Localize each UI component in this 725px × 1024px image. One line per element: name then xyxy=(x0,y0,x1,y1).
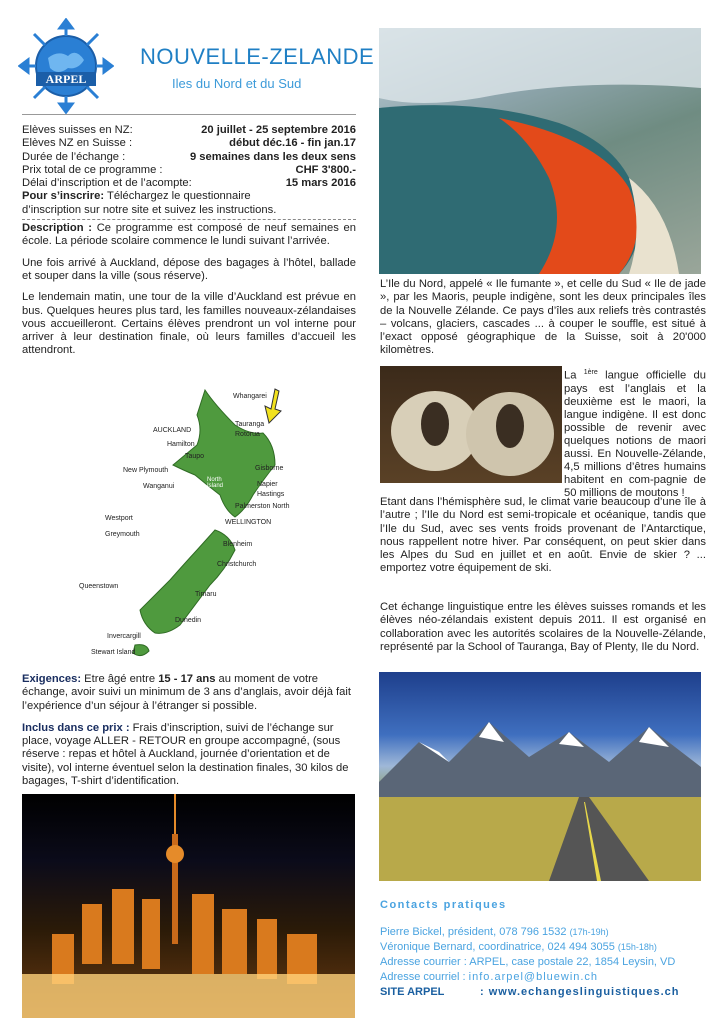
description-label: Description : xyxy=(22,222,92,235)
inscription-label: Pour s’inscrire: xyxy=(22,190,105,203)
caption-text: La xyxy=(564,369,584,382)
contact-text: Véronique Bernard, coordinatrice, 024 494 3055 xyxy=(380,941,618,953)
paragraph-climate: Etant dans l’hémisphère sud, le climat varie beaucoup d’une île à l’autre ; l’Ile du Nord est semi-tropicale et océanique, tandis que l’Ile du Sud, avec ses vents froids provenant de l’Antarctique, nous rappellent notre hiver. Par conséquent, on peut skier dans les Alpes du Sud en juillet et en août. Envie de skier ? ... emportez votre équipement de ski. xyxy=(380,496,706,575)
requirements-text-2: au moment de votre échange, avoir suivi un minimum de 3 ans d’anglais, avoir déjà fait l’expérience d’un séjour à l’étranger si possible. xyxy=(22,673,351,712)
website-link[interactable]: : www.echangeslinguistiques.ch xyxy=(480,986,680,998)
map-label: Invercargill xyxy=(107,633,141,640)
map-label: Palmerston North xyxy=(235,503,290,510)
email-link[interactable]: info.arpel@bluewin.ch xyxy=(468,971,599,983)
map-label: Taupo xyxy=(185,453,205,460)
contact-hours: (17h-19h) xyxy=(569,927,609,937)
included xyxy=(22,722,356,788)
map-label: Whangarei xyxy=(233,393,267,400)
paragraph-tour: Le lendemain matin, une tour de la ville d’Auckland est prévue en bus. Quelques heures plus tard, les familles nouveaux-zélandaises vous accueilleront. Certains élèves prendront un vol interne pour arriver à leur destination finale, où leurs familles d’accueil les attendront. xyxy=(22,291,356,357)
contacts-section xyxy=(380,898,710,1000)
inscription-text: Téléchargez le questionnaire xyxy=(104,190,251,203)
champagne-pool-photo xyxy=(379,28,701,274)
map-label: Stewart Island xyxy=(91,649,136,656)
contact-hours: (15h-18h) xyxy=(617,942,657,952)
page-subtitle: Iles du Nord et du Sud xyxy=(172,76,302,91)
info-value: CHF 3'800.- xyxy=(295,163,356,176)
nz-map xyxy=(79,385,345,670)
info-value: 20 juillet - 25 septembre 2016 xyxy=(201,124,356,136)
map-label: WELLINGTON xyxy=(225,519,272,526)
arpel-logo xyxy=(18,18,114,114)
contact-president xyxy=(380,925,710,940)
included-label: Inclus dans ce prix : xyxy=(22,721,130,734)
language-caption xyxy=(564,366,706,500)
requirements xyxy=(22,673,356,713)
map-label: Greymouth xyxy=(105,531,140,538)
map-label: Blenheim xyxy=(223,541,253,548)
caption-text-2: langue officielle du pays est l’anglais et la deuxième est le maori, la langue indigène. Il est donc possible de revenir avec quelques notions de maori aussi. En Nouvelle-Zélande, 4,5 millions d’êtres humains habitent en com-pagnie de 50 millions de moutons ! xyxy=(564,369,706,499)
requirements-label: Exigences: xyxy=(22,673,82,685)
info-row xyxy=(22,164,356,177)
info-value: début déc.16 - fin jan.17 xyxy=(229,137,356,150)
contacts-title: Contacts pratiques xyxy=(380,899,507,911)
info-row xyxy=(22,151,356,164)
map-label: Dunedin xyxy=(175,617,202,624)
requirements-section xyxy=(22,673,356,788)
info-row xyxy=(22,137,356,150)
page-title: NOUVELLE-ZELANDE xyxy=(140,44,375,69)
info-label: Elèves NZ en Suisse : xyxy=(22,137,133,150)
map-label: Napier xyxy=(257,481,278,488)
website-label: SITE ARPEL xyxy=(380,986,445,998)
map-label: North Island xyxy=(207,477,224,489)
info-value: 9 semaines dans les deux sens xyxy=(189,150,356,163)
map-label: South Island xyxy=(115,605,132,617)
map-label: Hastings xyxy=(257,491,285,498)
inscription-text-2: d’inscription sur notre site et suivez les instructions. xyxy=(22,203,277,216)
superscript: 1ère xyxy=(583,369,598,376)
requirements-text: Etre âgé entre xyxy=(81,673,159,685)
map-label: Gisborne xyxy=(255,465,284,472)
program-info xyxy=(22,124,356,358)
included-text: Frais d’inscription, suivi de l’échange sur place, voyage ALLER - RETOUR en groupe accompagné, (sous réserve : repas et hôtel à Auckland, journée d’orientation et de visite), vol interne éventuel selon la destination finales, 30 kilos de bagages, T-shirt d’identification. xyxy=(22,721,349,788)
contact-text: Pierre Bickel, président, 078 796 1532 xyxy=(380,926,570,938)
map-label: Tauranga xyxy=(235,421,265,428)
info-label: Prix total de ce programme : xyxy=(22,163,163,176)
email-label: Adresse courriel : xyxy=(380,971,469,983)
info-value: 15 mars 2016 xyxy=(285,177,356,190)
email-address xyxy=(380,970,710,985)
paragraph-exchange: Cet échange linguistique entre les élèves suisses romands et les élèves néo-zélandais existent depuis 2011. Il est organisé en collaboration avec les autorités scolaires de la Nouvelle-Zélande, représenté par la School of Tauranga, Bay of Plenty, Ile du Nord. xyxy=(380,601,706,653)
logo-text: ARPEL xyxy=(45,72,87,86)
inscription-note xyxy=(22,190,356,203)
contact-coordinator xyxy=(380,940,710,955)
info-label: Durée de l’échange : xyxy=(22,150,126,163)
info-row xyxy=(22,124,356,137)
sheep-photo xyxy=(380,366,562,483)
info-row xyxy=(22,177,356,190)
map-label: Queenstown xyxy=(79,583,119,590)
map-label: Hamilton xyxy=(167,441,195,448)
map-label: Westport xyxy=(105,515,133,522)
info-label: Elèves suisses en NZ: xyxy=(22,124,133,136)
header-rule xyxy=(22,114,356,115)
auckland-night-photo xyxy=(22,794,355,1018)
website xyxy=(380,985,710,1000)
map-label: New Plymouth xyxy=(123,467,169,474)
paragraph-arrival: Une fois arrivé à Auckland, dépose des bagages à l’hôtel, ballade et souper dans la ville (sous réserve). xyxy=(22,256,356,282)
postal-address: Adresse courrier : ARPEL, case postale 22, 1854 Leysin, VD xyxy=(380,956,676,968)
paragraph-islands: L’Ile du Nord, appelé « Ile fumante », et celle du Sud « Ile de jade », par les Maoris, peuple indigène, sont les deux principales îles de la Nouvelle Zélande. Ce pays d’îles aux reliefs très contrastés – volcans, glaciers, cascades ... à couper le souffle, est situé à l’exact opposé géographique de la Suisse, soit à 20'000 kilomètres. xyxy=(380,278,706,357)
description-text: Ce programme est composé de neuf semaines en école. La période scolaire commence le lundi suivant l’arrivée. xyxy=(22,222,356,248)
map-label: AUCKLAND xyxy=(153,427,192,434)
age-range: 15 - 17 ans xyxy=(158,673,216,685)
mountain-road-photo xyxy=(379,672,701,881)
description xyxy=(22,222,356,249)
map-label: Timaru xyxy=(195,591,217,598)
map-label: Rotorua xyxy=(235,431,260,438)
info-label: Délai d’inscription et de l’acompte: xyxy=(22,177,192,190)
map-label: Christchurch xyxy=(217,561,257,568)
map-label: Wanganui xyxy=(143,483,175,490)
divider xyxy=(22,219,356,220)
